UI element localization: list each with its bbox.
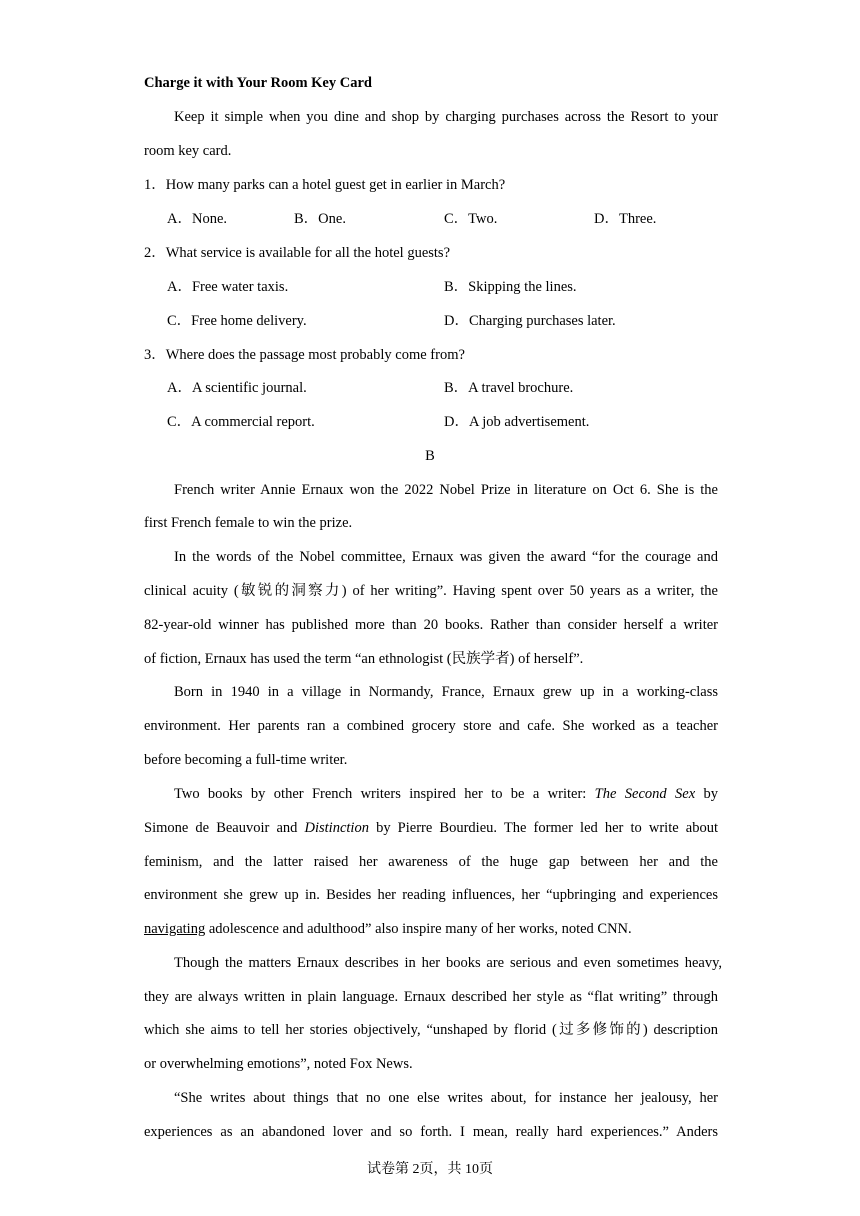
paragraph-line: or overwhelming emotions”, noted Fox News. [144,1056,413,1072]
text-run: Simone de Beauvoir and [144,820,305,836]
question-2-stem: 2．What service is available for all the hotel guests? [144,245,451,261]
paragraph-line: room key card. [144,143,232,159]
paragraph-line: which she aims to tell her stories objectively, “unshaped by florid (过多修饰的) description [144,1022,718,1038]
paragraph-line [174,784,718,804]
question-1-option-a[interactable]: A．None. [167,211,228,227]
question-1-stem: 1．How many parks can a hotel guest get in earlier in March? [144,177,506,193]
book-title-distinction: Distinction [304,820,369,836]
paragraph-line: clinical acuity (敏锐的洞察力) of her writing”. Having spent over 50 years as a writer, the [144,583,718,599]
book-title-the-second-sex: The Second Sex [594,786,696,802]
paragraph-line: In the words of the Nobel committee, Ernaux was given the award “for the courage and [174,549,718,565]
paragraph-line: of fiction, Ernaux has used the term “an ethnologist (民族学者) of herself”. [144,651,584,667]
paragraph-line [144,919,718,939]
question-1-option-d[interactable]: D．Three. [594,211,657,227]
paragraph-line: first French female to win the prize. [144,515,353,531]
paragraph-line: French writer Annie Ernaux won the 2022 Nobel Prize in literature on Oct 6. She is the [174,482,718,498]
paragraph-line: 82-year-old winner has published more than 20 books. Rather than consider herself a writer [144,617,718,633]
paragraph-line: Born in 1940 in a village in Normandy, France, Ernaux grew up in a working-class [174,684,718,700]
paragraph-line: they are always written in plain language. Ernaux described her style as “flat writing” through [144,989,718,1005]
question-3-option-c[interactable]: C．A commercial report. [167,414,315,430]
underlined-word: navigating [144,921,206,937]
question-3-stem: 3．Where does the passage most probably come from? [144,347,465,363]
question-2-option-a[interactable]: A．Free water taxis. [167,279,289,295]
question-1-option-c[interactable]: C．Two. [444,211,498,227]
question-2-option-b[interactable]: B．Skipping the lines. [444,279,577,295]
text-run: Two books by other French writers inspired her to be a writer: [174,786,595,802]
paragraph-line: Though the matters Ernaux describes in her books are serious and even sometimes heavy, [174,955,722,971]
text-run: by [703,786,719,802]
question-3-option-b[interactable]: B．A travel brochure. [444,380,574,396]
paragraph-line [144,818,718,838]
paragraph-line: Keep it simple when you dine and shop by charging purchases across the Resort to your [174,109,718,125]
question-3-option-d[interactable]: D．A job advertisement. [444,414,590,430]
question-2-option-c[interactable]: C．Free home delivery. [167,313,307,329]
section-heading: Charge it with Your Room Key Card [144,75,372,91]
paragraph-line: feminism, and the latter raised her awareness of the huge gap between her and the [144,854,718,870]
question-1-option-b[interactable]: B．One. [294,211,346,227]
page-footer: 试卷第 2页，共 10页 [367,1162,493,1177]
paragraph-line: experiences as an abandoned lover and so forth. I mean, really hard experiences.” Anders [144,1124,718,1140]
question-3-option-a[interactable]: A．A scientific journal. [167,380,307,396]
paragraph-line: environment. Her parents ran a combined grocery store and cafe. She worked as a teacher [144,718,718,734]
paragraph-line: environment she grew up in. Besides her reading influences, her “upbringing and experiences [144,887,718,903]
text-run: by Pierre Bourdieu. The former led her to write about [376,820,718,836]
paragraph-line: before becoming a full-time writer. [144,752,348,768]
paragraph-line: “She writes about things that no one else writes about, for instance her jealousy, her [174,1090,718,1106]
question-2-option-d[interactable]: D．Charging purchases later. [444,313,616,329]
text-run: adolescence and adulthood” also inspire many of her works, noted CNN. [205,921,632,937]
section-b-label: B [425,448,435,464]
